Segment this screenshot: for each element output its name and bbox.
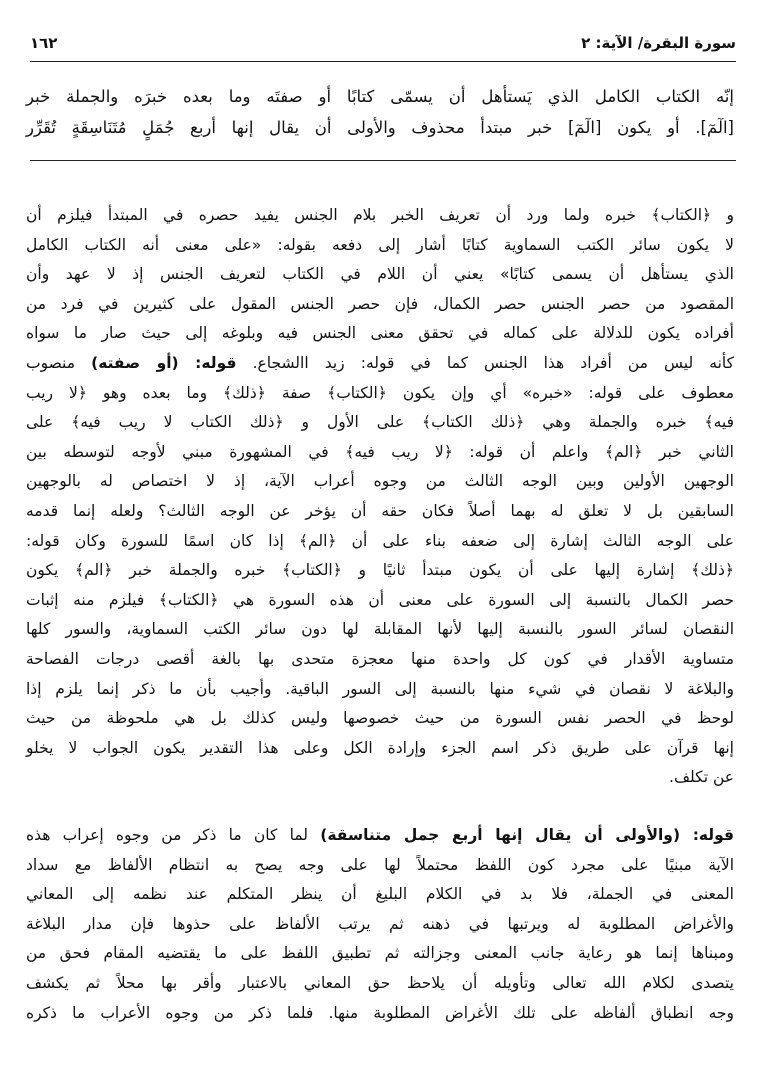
main-text-line <box>26 82 734 112</box>
text-segment: والبلاغة لا نقصان في شيء منها بالنسبة إلى السور الباقية. وأجيب بأن ما ذكر إنما يلزم إذا <box>26 679 734 698</box>
text-segment: حصر الكمال بالنسبة إلى السورة على معنى أن هذه السورة هي ﴿الكتاب﴾ فيلزم منه إثبات <box>26 590 734 609</box>
commentary-line <box>26 879 734 909</box>
bold-lemma: قوله: (أو صفته) <box>91 354 237 372</box>
text-segment: لا يكون سائر الكتب السماوية كتابًا أشار إلى دفعه بقوله: «على معنى أنه الكتاب الكامل <box>26 235 734 254</box>
text-segment: ومبناها إنما هو رعاية جانب المعنى وجزالته ثم تطبيق اللفظ على ما يقتضيه المقام فحق من <box>26 944 734 963</box>
page-number: ١٦٢ <box>30 34 58 52</box>
commentary-line <box>26 644 734 674</box>
main-text-line <box>26 113 734 143</box>
commentary-line <box>26 466 734 496</box>
text-segment: على الوجه الثالث إشارة إلى ضعفه بناء على أن ﴿الم﴾ إذا كان اسمًا للسورة وكان قوله: <box>26 531 734 550</box>
commentary-line <box>26 938 734 968</box>
running-header <box>30 34 736 56</box>
text-segment: الثاني خبر ﴿الم﴾ واعلم أن قوله: ﴿لا ريب فيه﴾ في المشهورة مبني لأوجه لتوسطه بين <box>26 442 734 461</box>
text-segment: فيه﴾ خبره والجملة وهي ﴿ذلك الكتاب﴾ على الأول و ﴿ذلك الكتاب لا ريب فيه﴾ على <box>26 413 734 432</box>
bold-lemma: قوله: (والأولى أن يقال إنها أربع جمل متناسقة) <box>320 826 734 844</box>
text-segment: الآية مبنيًا على مجرد كون اللفظ محتملاً لها على وجه يصح به انتظام الألفاظ مع سداد <box>26 855 734 874</box>
text-segment: عن تكلف. <box>669 768 734 787</box>
text-segment: لما كان ما ذكر من وجوه إعراب هذه <box>26 826 321 844</box>
commentary-line <box>26 733 734 763</box>
commentary-line <box>26 703 734 733</box>
text-separator-rule <box>30 160 736 161</box>
commentary-line <box>26 348 734 378</box>
commentary-line <box>26 230 734 260</box>
commentary-line <box>26 526 734 556</box>
text-segment: أفراده يكون للدلالة على كماله في تحقق معنى الجنس فيه وبلوغه إلى حيث صار ما سواه <box>26 324 734 343</box>
commentary-line <box>26 200 734 230</box>
header-rule <box>30 61 736 62</box>
commentary-line <box>26 289 734 319</box>
text-segment: معطوف على قوله: «خبره» أي وإن يكون ﴿الكتاب﴾ صفة ﴿ذلك﴾ وما بعده وهو ﴿لا ريب <box>26 383 734 402</box>
text-segment: المقصود من حصر الجنس حصر الكمال، فإن حصر الجنس المقول على كثيرين في فرد من <box>26 294 734 313</box>
text-segment: [الٓمٓ]. أو يكون [الٓمٓ] خبر مبتدأ محذوف والأولى أن يقال إنها أربع جُمَلٍ مُتَنَاسِقَةٍ تُقَرِّر <box>26 118 734 137</box>
text-segment: متساوية الأقدار في كون كل واحدة منها معجزة متحدى بها بالغة أقصى درجات الفصاحة <box>26 650 734 668</box>
commentary-line <box>26 968 734 998</box>
text-segment: النقصان لسائر السور بالنسبة إليها لأنها المقابلة لها دون سائر الكتب السماوية، والسور كلها <box>26 620 734 639</box>
commentary-line <box>26 585 734 615</box>
text-segment: الذي يستأهل أن يسمى كتابًا» يعني أن اللام في الكتاب لتعريف الجنس إذ لا عهد وأن <box>26 265 734 284</box>
commentary-line <box>26 318 734 348</box>
commentary-line <box>26 407 734 437</box>
text-segment: السابقين بل لا تعلق له بهما أصلاً فكان حقه أن يؤخر عن الوجه الثالث؟ ولعله إنما قدمه <box>26 502 734 520</box>
commentary-line <box>26 555 734 585</box>
commentary-line <box>26 378 734 408</box>
text-segment: كأنه ليس من أفراد هذا الجنس كما في قوله: زيد االشجاع. <box>236 354 734 372</box>
text-segment: إنها قرآن على طريق ذكر اسم الجزء وإرادة الكل وعلى هذا التقدير يكون الجواب لا يخلو <box>26 738 734 757</box>
text-segment: ﴿ذلك﴾ إشارة إليها على أن يكون مبتدأ ثانيًا و ﴿الكتاب﴾ خبره والجملة خبر ﴿الم﴾ يكون <box>26 561 734 580</box>
text-segment: و ﴿الكتاب﴾ خبره ولما ورد أن تعريف الخبر بلام الجنس يفيد حصره في المبتدأ فيلزم أن <box>26 206 734 224</box>
text-segment: إنّه الكتاب الكامل الذي يَستأهل أن يسمّى كتابًا أو صفتَه وما بعده خبرَه والجملة خبر <box>26 87 734 106</box>
text-segment: الوجهين الأولين وبين الوجه الثالث من وجوه أعراب الآية، إذ لا اختصاص له بالوجهين <box>26 472 734 491</box>
text-segment: المعنى في الجملة، فلا بد في الكلام البليغ أن ينظر المتكلم عند نظمه إلى المعاني <box>26 885 734 904</box>
commentary-line <box>669 762 734 792</box>
commentary-line <box>26 820 734 850</box>
commentary-line <box>26 496 734 526</box>
commentary-line <box>26 998 734 1028</box>
text-segment: يتصدى لكلام الله تعالى وتأويله أن يلاحظ حق المعاني بالاعتبار وأقر بها محلاً ثم يكشف <box>26 974 734 992</box>
text-segment: وجه انطباق ألفاظه على تلك الأغراض المطلوبة منها. فلما ذكر من وجوه الأعراب ما ذكره <box>26 1003 734 1022</box>
commentary-line <box>26 674 734 704</box>
text-segment: منصوب <box>26 354 92 372</box>
commentary-line <box>26 909 734 939</box>
text-segment: والأغراض المطلوبة له ويرتبها في ذهنه ثم يرتب الألفاظ على حذوها فإن مدار البلاغة <box>26 914 734 933</box>
header-title: سورة البقرة/ الآية: ٢ <box>581 34 736 52</box>
commentary-line <box>26 259 734 289</box>
commentary-line <box>26 614 734 644</box>
text-segment: لوحظ في الحصر نفس السورة من حيث خصوصها وليس كذلك بل هي ملحوظة من حيث <box>26 709 734 728</box>
commentary-line <box>26 437 734 467</box>
commentary-line <box>26 850 734 880</box>
